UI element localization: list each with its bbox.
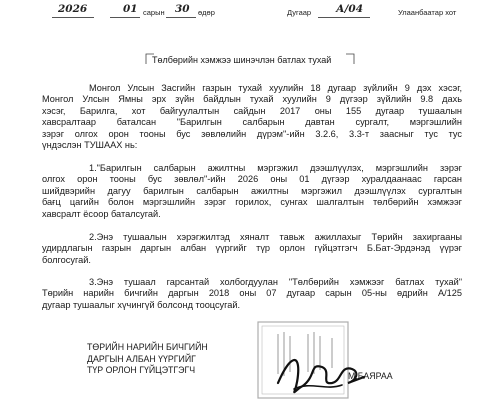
paragraph-line: бағц цагийн болон мэргэшлийн зэрэг горилох, сунгах шалгалтын төлбөрийн хэмжээг <box>42 197 462 208</box>
signatory-title-line: ДАРГЫН АЛБАН ҮҮРГИЙГ <box>87 353 196 364</box>
date-month: 01 <box>123 3 138 15</box>
paragraph-line: хавсралт ёсоор баталсугай. <box>42 208 161 219</box>
paragraph-line: дугаар тушаалыг хүчингүй болсонд тооцсугай. <box>42 299 241 310</box>
paragraph-line: 2.Энэ тушаалын хэрэгжилтэд хяналт тавьж ажиллахыг Төрийн захиргааны <box>89 232 462 242</box>
day-label: өдөр <box>198 8 215 17</box>
order-item-3 <box>42 277 462 311</box>
paragraph-line: Монгол Улсын Засгийн газрын тухай хуулийн 18 дугаар зүйлийн 9 дэх хэсэг, <box>89 83 462 93</box>
paragraph-line: үндэслэн ТУШААХ нь: <box>42 140 138 151</box>
paragraph-line: Монгол Улсын Ямны эрх зүйн байдлын тухай хуулийн 9 дүгээр зүйлийн 9.8 дахь <box>42 94 462 105</box>
month-underline <box>110 17 140 18</box>
month-label: сарын <box>143 8 165 17</box>
order-number: А/04 <box>336 3 363 15</box>
paragraph-line: 1."Барилгын салбарын ажилтны мэргэжил дээшлүүлэх, мэргэшлийн зэрэг <box>89 163 462 173</box>
subject-title: Төлбөрийн хэмжээ шинэчлэн батлах тухай <box>152 55 332 65</box>
signatory-title-line: ТӨРИЙН НАРИЙН БИЧГИЙН <box>87 342 208 352</box>
paragraph-line: шийдвэрийн дагуу барилгын салбарын ажилтны мэргэжил дээшлүүлэх сургалтын <box>42 185 462 196</box>
year-underline <box>52 17 94 18</box>
order-item-2 <box>42 232 462 266</box>
paragraph-line: Төрийн нарийн бичгийн даргын 2018 оны 07 дугаар сарын 05-ны өдрийн А/125 <box>42 288 462 299</box>
date-day: 30 <box>175 3 190 15</box>
paragraph-line: олгох орон тооны бус зөвлөл"-ийн 2026 оны 01 дүгээр хуралдаанаас гарсан <box>42 174 462 185</box>
signatory-name: М.БАЯРАА <box>348 371 393 381</box>
preamble-paragraph <box>42 83 462 151</box>
paragraph-line: хэсэг, Барилга, хот байгуулалтын сайдын 2017 оны 155 дугаар тушаалын <box>42 105 462 116</box>
paragraph-line: 3.Энэ тушаал гарсантай холбогдуулан "Төлбөрийн хэмжээг батлах тухай" <box>89 277 462 287</box>
document-header <box>0 3 495 22</box>
date-year: 2026 <box>58 3 88 15</box>
number-underline <box>318 17 370 18</box>
city-label: Улаанбаатар хот <box>398 8 457 17</box>
paragraph-line: болгосугай. <box>42 254 91 265</box>
paragraph-line: зэрэг олгох орон тооны бус зөвлөлийн дүрэм"-ийн 3.2.6, 3.3-т заасныг тус тус <box>42 128 462 139</box>
number-label: Дугаар <box>287 8 312 17</box>
paragraph-line: хавсралтаар баталсан "Барилгын салбарын давтан сургалт, мэргэшлийн <box>42 117 462 128</box>
signatory-title <box>87 342 208 377</box>
signatory-title-line: ТҮР ОРЛОН ГҮЙЦЭТГЭГЧ <box>87 365 196 375</box>
paragraph-line: удирдлагын газрын даргын албан үүргийг түр орлон гүйцэтгэгч Б.Бат-Эрдэнэд үүрэг <box>42 243 462 254</box>
day-underline <box>166 17 196 18</box>
order-item-1 <box>42 163 462 220</box>
